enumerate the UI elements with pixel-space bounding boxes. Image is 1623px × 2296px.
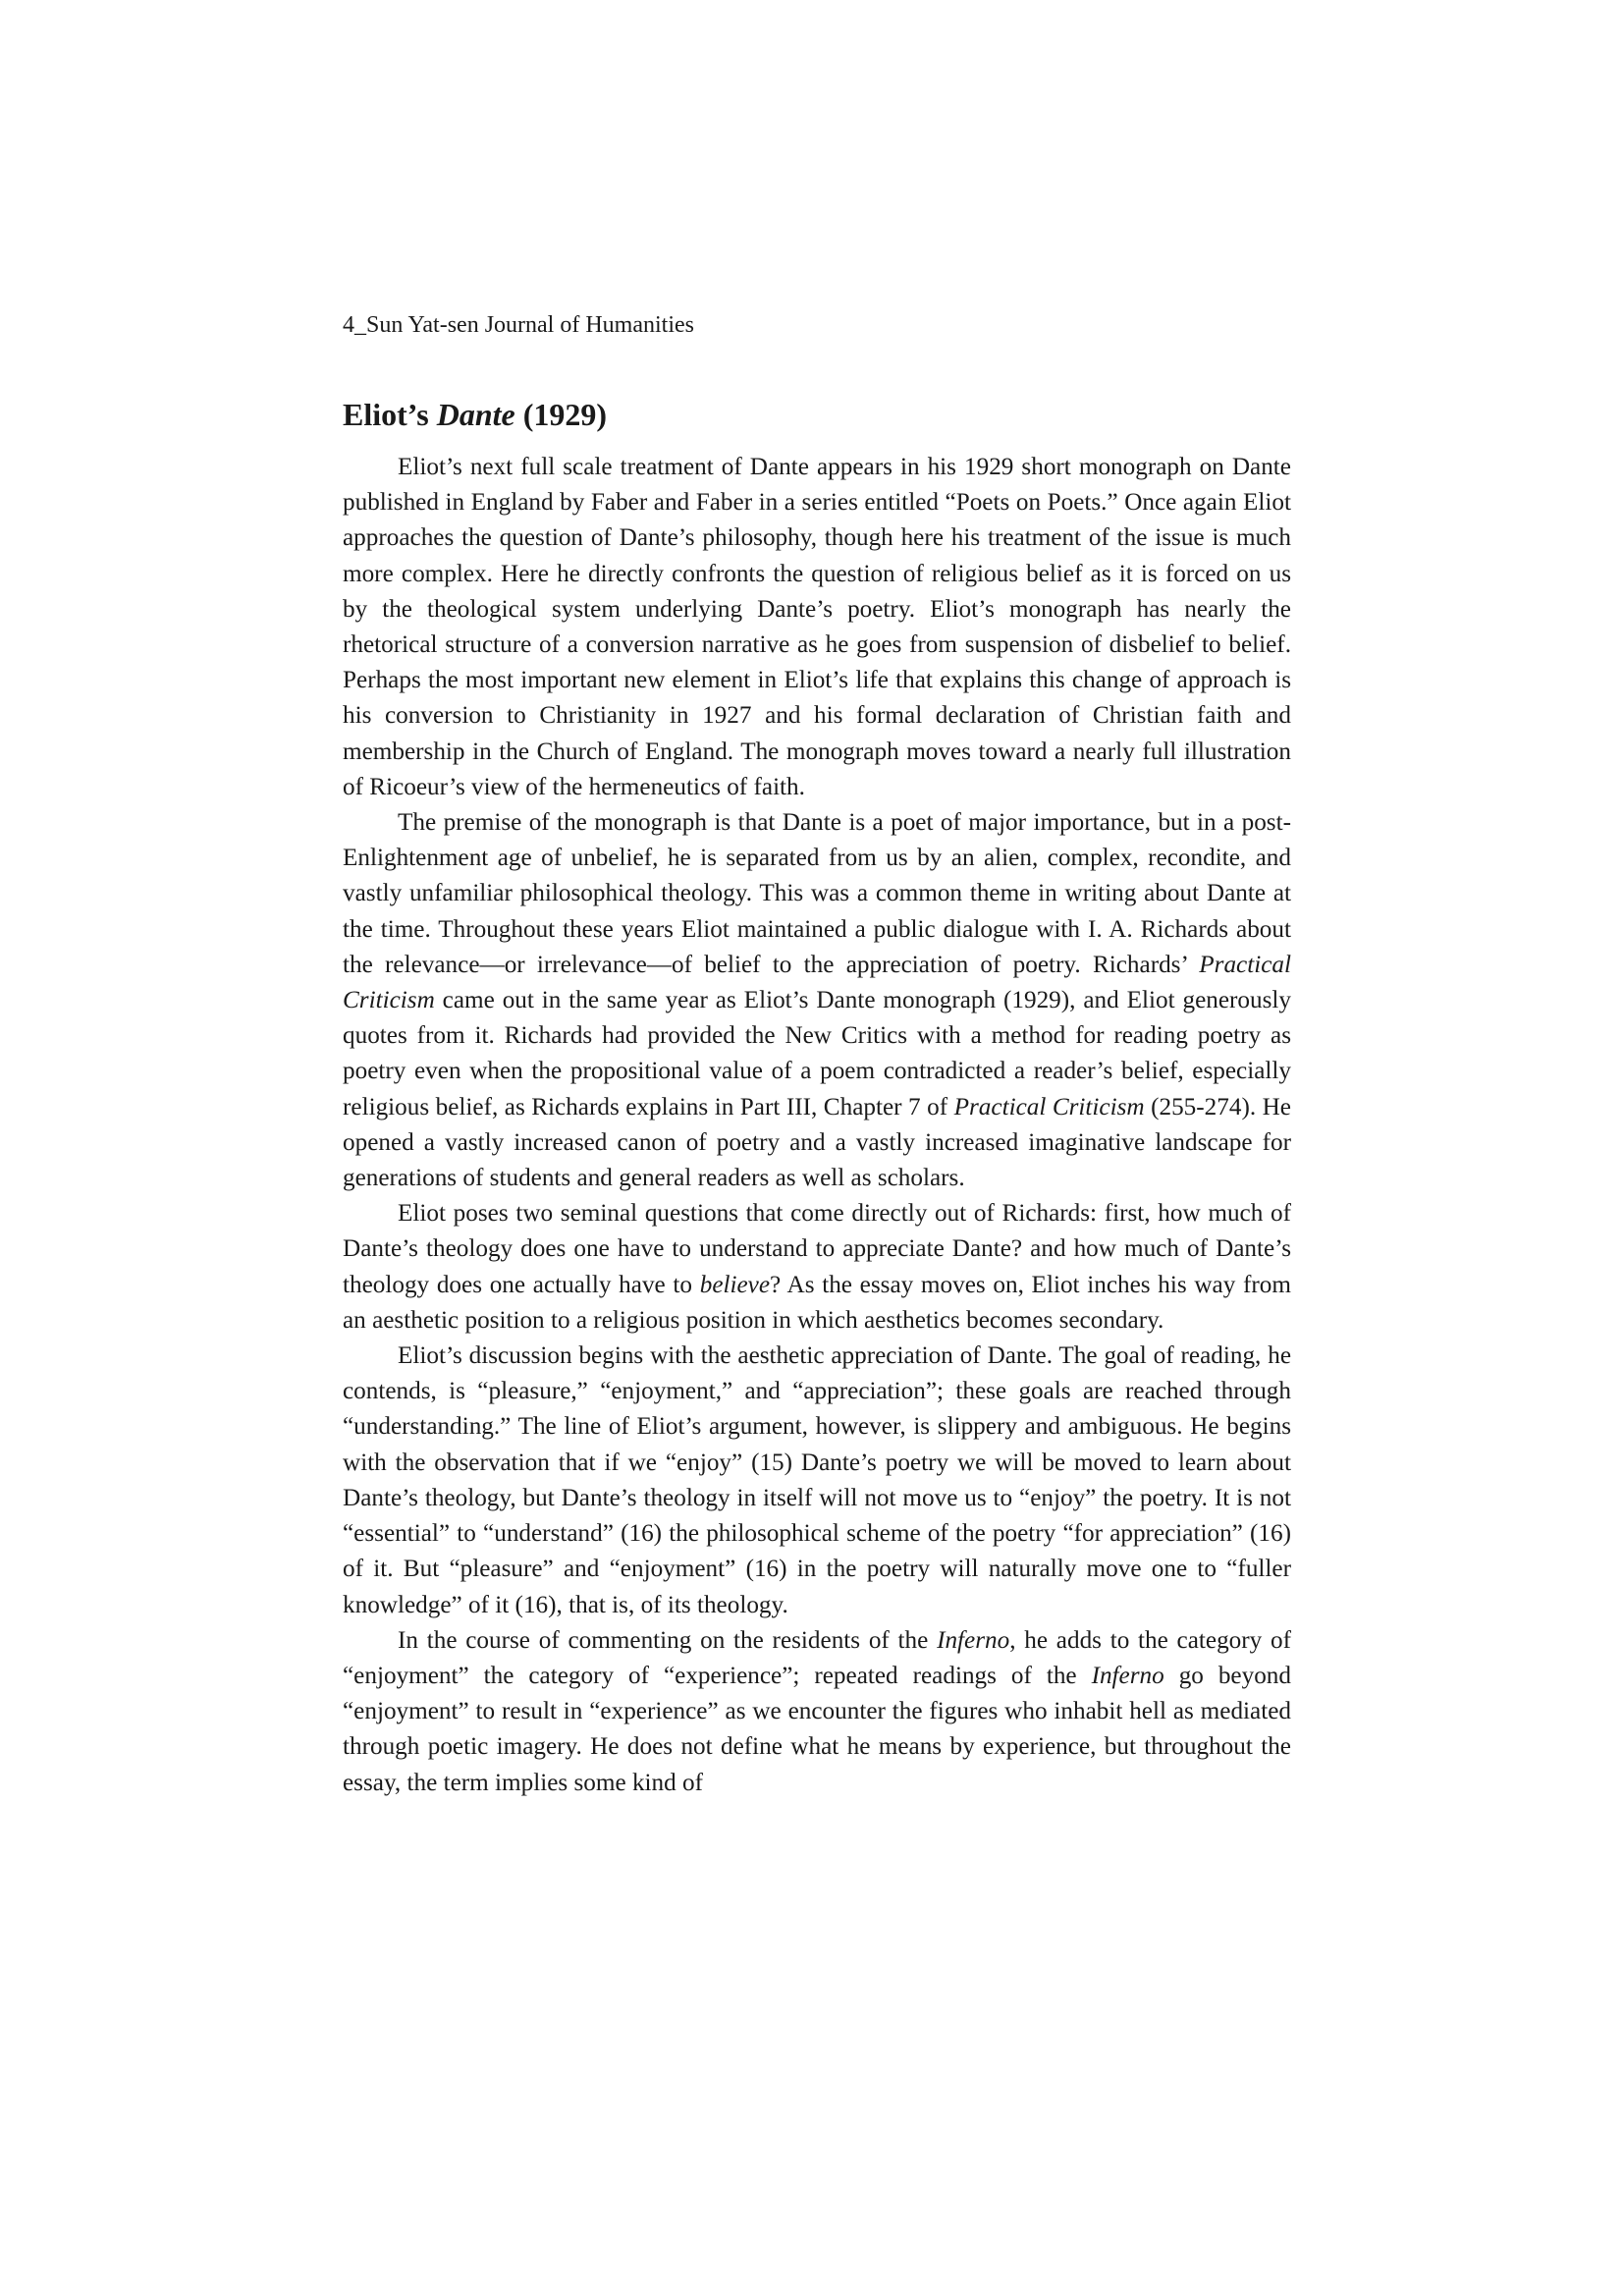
paragraph-5 bbox=[343, 1623, 1291, 1801]
paragraph-3-italic-word: believe bbox=[699, 1271, 771, 1298]
section-heading-prefix: Eliot’s bbox=[343, 397, 437, 432]
section-heading-italic: Dante bbox=[436, 397, 515, 432]
paragraph-1: Eliot’s next full scale treatment of Dante appears in his 1929 short monograph on Dante published in England by Faber and Faber in a series entitled “Poets on Poets.” Once again Eliot approaches the question of Dante’s philosophy, though here his treatment of the issue is much more complex. Here he directly confronts the question of religious belief as it is forced on us by the theological system underlying Dante’s poetry. Eliot’s monograph has nearly the rhetorical structure of a conversion narrative as he goes from suspension of disbelief to belief. Perhaps the most important new element in Eliot’s life that explains this change of approach is his conversion to Christianity in 1927 and his formal declaration of Christian faith and membership in the Church of England. The monograph moves toward a nearly full illustration of Ricoeur’s view of the hermeneutics of faith. bbox=[343, 454, 1291, 800]
paragraph-5-text-a: In the course of commenting on the residents of the bbox=[398, 1626, 938, 1654]
paragraph-5-text-b: , he adds to the category of “enjoyment” the category of “experience”; repeated readings of the bbox=[343, 1626, 1291, 1689]
paragraph-2 bbox=[343, 805, 1291, 1196]
running-head: 4_Sun Yat-sen Journal of Humanities bbox=[343, 312, 694, 338]
paragraph-2-text-a: The premise of the monograph is that Dante is a poet of major importance, but in a post-Enlightenment age of unbelief, he is separated from us by an alien, complex, recondite, and vastly unfamiliar philosophical theology. This was a common theme in writing about Dante at the time. Throughout these years Eliot maintained a public dialogue with I. A. Richards about the relevance—or irrelevance—of belief to the appreciation of poetry. Richards’ bbox=[343, 809, 1291, 978]
paragraph-5-italic-title-b: Inferno bbox=[1091, 1662, 1164, 1689]
paragraph-3-text-a: Eliot poses two seminal questions that come directly out of Richards: first, how much of Dante’s theology does one have to understand to appreciate Dante? and how much of Dante’s theology does one actually have to bbox=[343, 1200, 1291, 1298]
paragraph-3-text-b: ? As the essay moves on, Eliot inches his way from an aesthetic position to a religious position in which aesthetics becomes secondary. bbox=[343, 1271, 1291, 1334]
paragraph-2-italic-title-a: Practical Criticism bbox=[343, 951, 1291, 1014]
paragraph-2-italic-title-b: Practical Criticism bbox=[953, 1093, 1145, 1121]
paragraph-3 bbox=[343, 1196, 1291, 1339]
section-heading bbox=[343, 393, 607, 436]
paragraph-4: Eliot’s discussion begins with the aesthetic appreciation of Dante. The goal of reading, he contends, is “pleasure,” “enjoyment,” and “appreciation”; these goals are reached through “understanding.” The line of Eliot’s argument, however, is slippery and ambiguous. He begins with the observation that if we “enjoy” (15) Dante’s poetry we will be moved to learn about Dante’s theology, but Dante’s theology in itself will not move us to “enjoy” the poetry. It is not “essential” to “understand” (16) the philosophical scheme of the poetry “for appreciation” (16) of it. But “pleasure” and “enjoyment” (16) in the poetry will naturally move one to “fuller knowledge” of it (16), that is, of its theology. bbox=[343, 1342, 1291, 1618]
paragraph-2-text-b: came out in the same year as Eliot’s Dante monograph (1929), and Eliot generously quotes from it. Richards had provided the New Critics with a method for reading poetry as poetry even when the propositional value of a poem contradicted a reader’s belief, especially religious belief, as Richards explains in Part III, Chapter 7 of bbox=[343, 987, 1291, 1121]
section-heading-suffix: (1929) bbox=[514, 397, 608, 432]
paragraph-2-text-c: (255-274). He opened a vastly increased canon of poetry and a vastly increased imaginative landscape for generations of students and general readers as well as scholars. bbox=[343, 1093, 1291, 1192]
paragraph-5-italic-title-a: Inferno bbox=[937, 1626, 1010, 1654]
body-text bbox=[343, 450, 1291, 1801]
paragraph-5-text-c: go beyond “enjoyment” to result in “experience” as we encounter the figures who inhabit hell as mediated through poetic imagery. He does not define what he means by experience, but throughout the essay, the term implies some kind of bbox=[343, 1662, 1291, 1796]
